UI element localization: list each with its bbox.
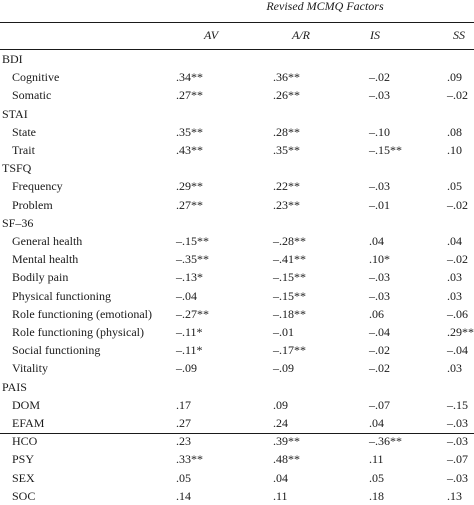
cell-ss: –.06	[447, 306, 468, 321]
row-label: Mental health	[12, 252, 79, 267]
cell-is: .04	[369, 234, 384, 248]
row-label: Problem	[12, 197, 53, 212]
cell-is: –.03	[369, 88, 390, 103]
row-label: PSY	[12, 452, 35, 467]
cell-ss: .09	[447, 70, 462, 85]
cell-is: –.03	[369, 288, 390, 303]
section-header-row	[0, 105, 474, 123]
cell-is: .11	[369, 452, 384, 467]
table-row	[0, 86, 474, 104]
cell-av: .17	[176, 397, 191, 412]
column-header-is: IS	[370, 28, 380, 42]
cell-av: –.11*	[176, 343, 203, 358]
row-label: Frequency	[12, 179, 63, 194]
row-label: HCO	[12, 434, 38, 449]
row-label: Bodily pain	[12, 270, 69, 285]
column-header-ar: A/R	[292, 28, 310, 42]
cell-is: –.02	[369, 70, 390, 85]
row-label: Physical functioning	[12, 288, 111, 303]
table-row	[0, 141, 474, 159]
cell-ar: –.01	[273, 325, 294, 339]
cell-ar: –.18**	[273, 306, 306, 321]
section-header-row	[0, 50, 474, 68]
table-row	[0, 268, 474, 286]
row-label: EFAM	[12, 416, 45, 430]
cell-av: .35**	[176, 124, 203, 139]
cell-ar: –.09	[273, 361, 294, 376]
cell-av: –.11*	[176, 325, 203, 339]
cell-ar: .39**	[273, 434, 300, 449]
cell-is: –.02	[369, 343, 390, 358]
cell-ss: .13	[447, 488, 462, 503]
table-row	[0, 177, 474, 195]
cell-is: –.10	[369, 124, 390, 139]
cell-is: –.03	[369, 179, 390, 194]
cell-ar: .09	[273, 397, 288, 412]
cell-ss: .05	[447, 179, 462, 194]
cell-av: –.09	[176, 361, 197, 376]
cell-ss: –.03	[447, 416, 468, 430]
section-label: PAIS	[2, 379, 27, 394]
cell-av: –.27**	[176, 306, 209, 321]
cell-ar: .22**	[273, 179, 300, 194]
cell-is: –.02	[369, 361, 390, 376]
table-row	[0, 487, 474, 505]
cell-ss: .03	[447, 270, 462, 285]
cell-ar: –.15**	[273, 288, 306, 303]
section-header-row	[0, 378, 474, 396]
cell-ar: .11	[273, 488, 288, 503]
row-label: State	[12, 124, 36, 139]
cell-ss: –.02	[447, 252, 468, 267]
cell-ss: .08	[447, 124, 462, 139]
row-label: Somatic	[12, 88, 52, 103]
cell-ss: –.02	[447, 197, 468, 212]
cell-av: –.04	[176, 288, 197, 303]
cell-ar: .26**	[273, 88, 300, 103]
cell-ss: –.03	[447, 470, 468, 485]
cell-av: .27**	[176, 88, 203, 103]
cell-ar: –.28**	[273, 234, 306, 248]
table-row	[0, 469, 474, 487]
cell-ar: .04	[273, 470, 288, 485]
row-label: DOM	[12, 397, 41, 412]
cell-av: –.15**	[176, 234, 209, 248]
cell-ar: .35**	[273, 143, 300, 157]
cell-is: –.04	[369, 325, 390, 339]
cell-ar: .24	[273, 416, 288, 430]
cell-ar: .36**	[273, 70, 300, 85]
cell-is: .05	[369, 470, 384, 485]
table-row	[0, 396, 474, 414]
row-label: Trait	[12, 143, 35, 157]
table-row	[0, 287, 474, 305]
cell-av: .14	[176, 488, 191, 503]
column-header-av: AV	[203, 28, 219, 42]
cell-ar: .48**	[273, 452, 300, 467]
row-label: Vitality	[12, 361, 48, 376]
top-rule	[0, 22, 474, 23]
cell-ss: .29**	[447, 325, 474, 339]
row-label: SOC	[12, 488, 36, 503]
cell-ss: .03	[447, 288, 462, 303]
cell-av: –.13*	[176, 270, 203, 285]
table-row	[0, 432, 474, 450]
cell-av: .43**	[176, 143, 203, 157]
cell-is: .06	[369, 306, 384, 321]
row-label: Cognitive	[12, 70, 60, 85]
cell-ar: –.15**	[273, 270, 306, 285]
table-row	[0, 232, 474, 250]
table-row	[0, 414, 474, 432]
cell-is: .10*	[369, 252, 390, 267]
cell-av: –.35**	[176, 252, 209, 267]
cell-ss: –.03	[447, 434, 468, 449]
cell-ss: .03	[447, 361, 462, 376]
cell-ss: .10	[447, 143, 462, 157]
cell-ss: –.15	[447, 397, 468, 412]
cell-is: .18	[369, 488, 384, 503]
cell-is: –.15**	[369, 143, 402, 157]
cell-ss: –.02	[447, 88, 468, 103]
table-row	[0, 323, 474, 341]
table-row	[0, 196, 474, 214]
group-header: Revised MCMQ Factors	[266, 0, 384, 13]
cell-ss: .04	[447, 234, 462, 248]
cell-av: .23	[176, 434, 191, 449]
cell-ss: –.04	[447, 343, 468, 358]
cell-av: .27**	[176, 197, 203, 212]
section-header-row	[0, 159, 474, 177]
table-row	[0, 359, 474, 377]
row-label: Role functioning (physical)	[12, 325, 144, 339]
cell-ar: –.41**	[273, 252, 306, 267]
section-label: TSFQ	[2, 161, 32, 176]
section-header-row	[0, 214, 474, 232]
cell-is: –.03	[369, 270, 390, 285]
cell-is: .04	[369, 416, 384, 430]
table-row	[0, 123, 474, 141]
table-row	[0, 68, 474, 86]
row-label: Role functioning (emotional)	[12, 306, 152, 321]
cell-av: .34**	[176, 70, 203, 85]
table-row	[0, 341, 474, 359]
cell-is: –.01	[369, 197, 390, 212]
cell-is: –.07	[369, 397, 390, 412]
cell-ss: –.07	[447, 452, 468, 467]
cell-av: .05	[176, 470, 191, 485]
row-label: General health	[12, 234, 83, 248]
cell-ar: .23**	[273, 197, 300, 212]
row-label: SEX	[12, 470, 35, 485]
section-label: BDI	[2, 52, 23, 66]
cell-ar: .28**	[273, 124, 300, 139]
section-label: STAI	[2, 106, 28, 121]
row-label: Social functioning	[12, 343, 101, 358]
column-header-ss: SS	[453, 28, 465, 42]
section-label: SF–36	[2, 215, 34, 230]
cell-av: .33**	[176, 452, 203, 467]
table-row	[0, 250, 474, 268]
cell-av: .27	[176, 416, 191, 430]
table-row	[0, 305, 474, 323]
cell-ar: –.17**	[273, 343, 306, 358]
cell-is: –.36**	[369, 434, 402, 449]
table-row	[0, 450, 474, 468]
cell-av: .29**	[176, 179, 203, 194]
